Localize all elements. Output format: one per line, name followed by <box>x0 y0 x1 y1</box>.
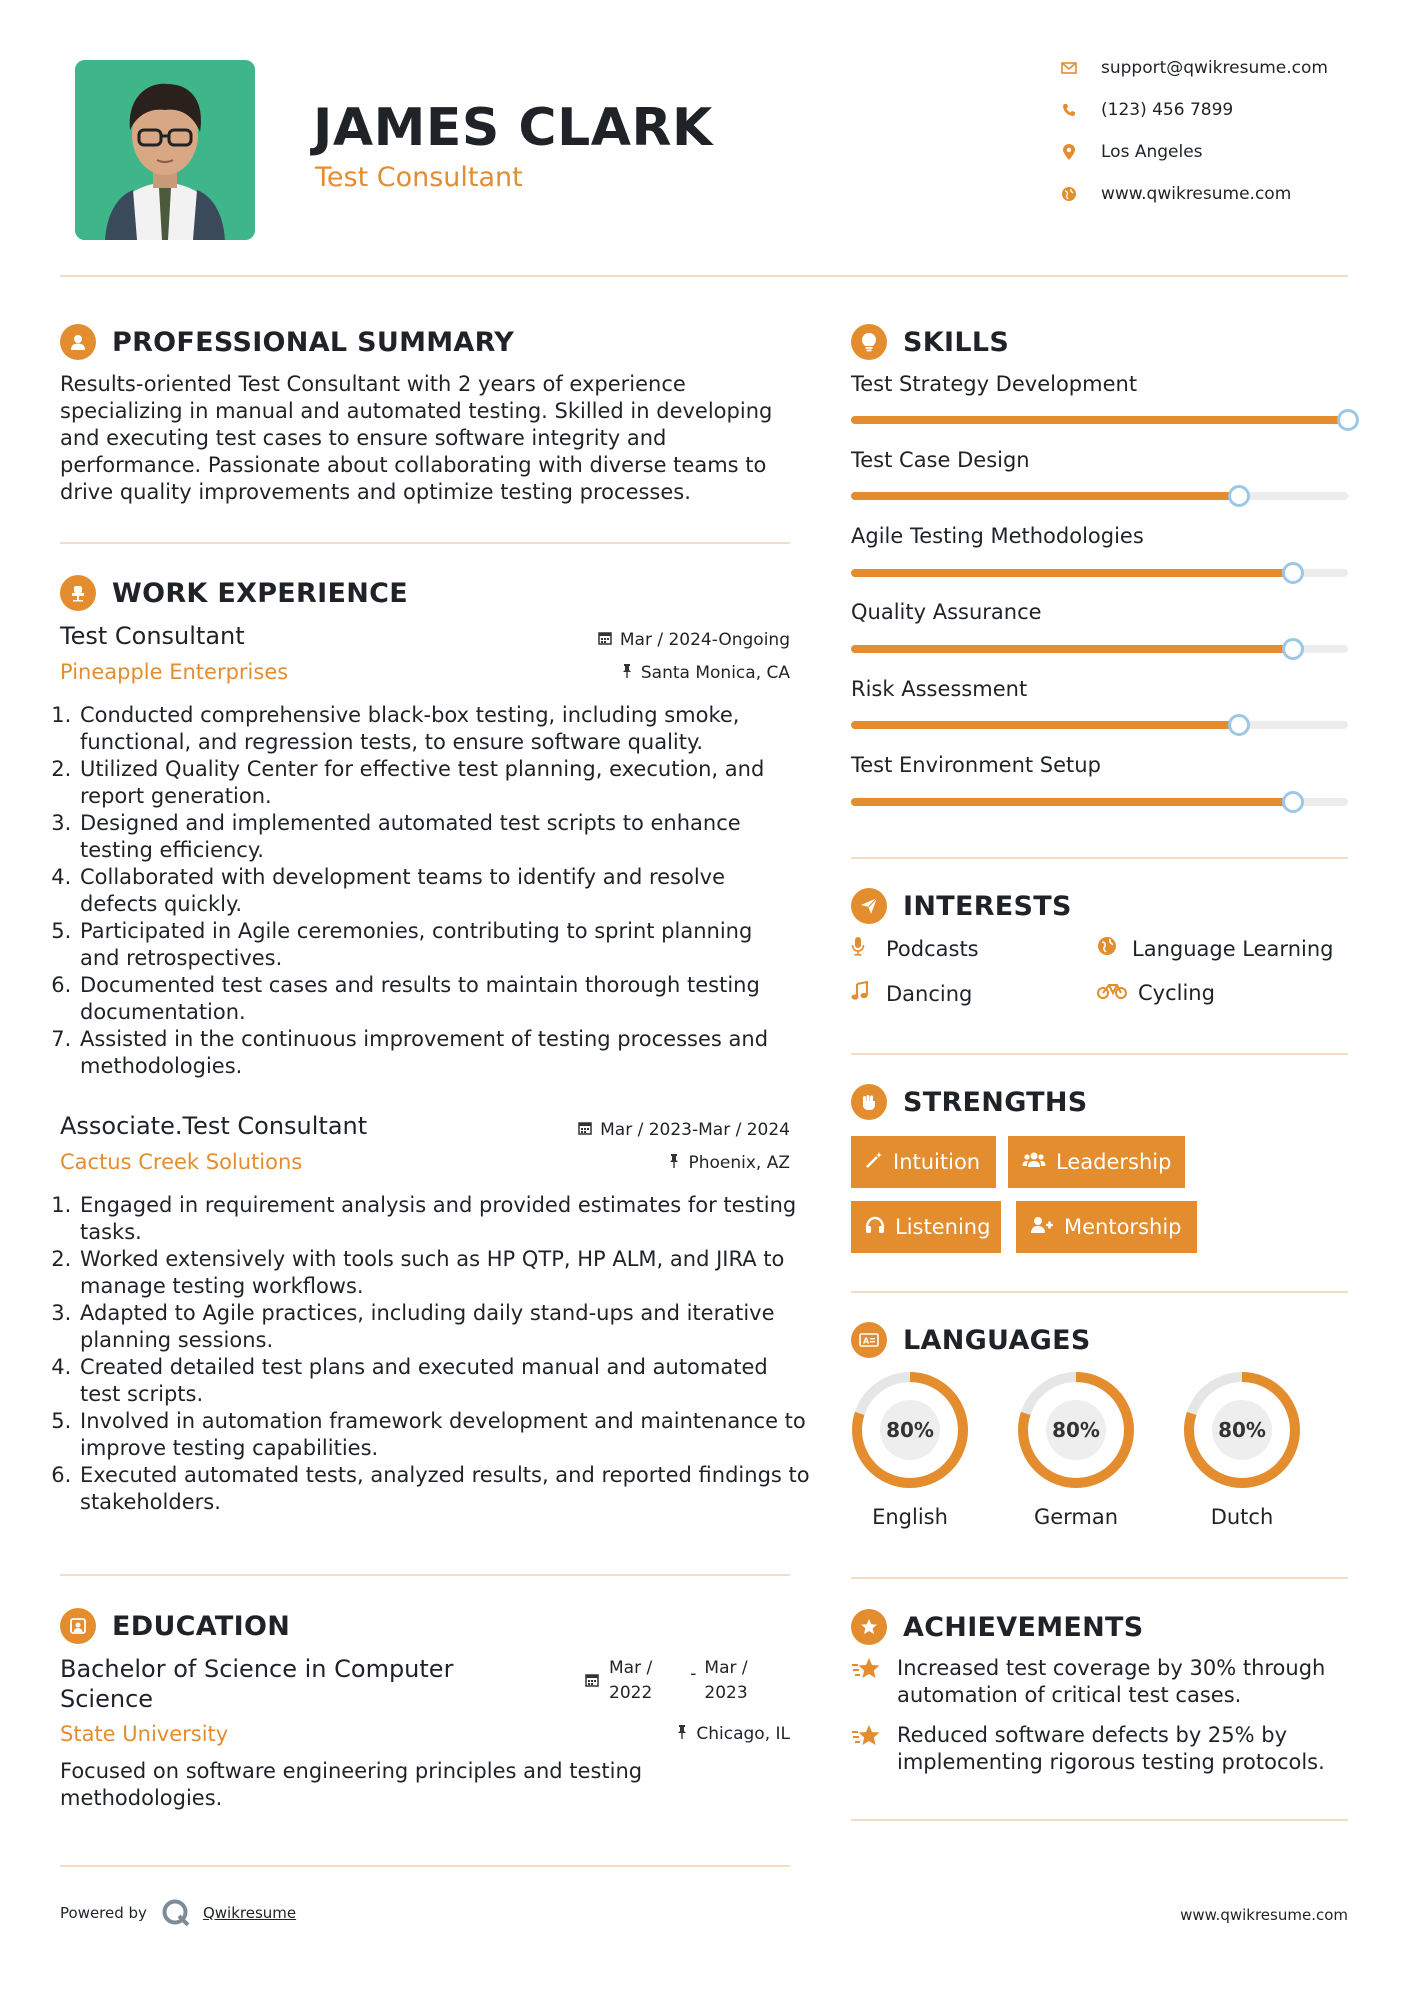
interest-label: Dancing <box>886 981 973 1006</box>
graduate-icon <box>60 1608 96 1644</box>
list-item: 1. Engaged in requirement analysis and provided estimates for testing tasks. <box>78 1192 813 1246</box>
list-item: 1. Conducted comprehensive black-box testing, including smoke, functional, and regression tests, to ensure software quality. <box>78 702 798 756</box>
avatar-illustration <box>75 60 255 240</box>
skill-fill <box>851 416 1348 424</box>
skill-track <box>851 721 1348 729</box>
skill-knob[interactable] <box>1282 562 1304 584</box>
education-end-month: Mar / <box>704 1658 748 1678</box>
skill-track <box>851 798 1348 806</box>
achievement-text: Increased test coverage by 30% through automation of critical test cases. <box>897 1656 1326 1707</box>
contact-email-text: support@qwikresume.com <box>1101 58 1328 78</box>
languages-heading-text: LANGUAGES <box>903 1324 1091 1356</box>
svg-text:A: A <box>863 1336 870 1346</box>
languages-divider <box>851 1577 1348 1579</box>
powered-by-text: Powered by <box>60 1904 147 1922</box>
candidate-title: Test Consultant <box>315 162 523 193</box>
degree-title: Bachelor of Science in Computer Science <box>60 1655 454 1713</box>
skill-fill <box>851 569 1293 577</box>
list-item: 4. Created detailed test plans and executed manual and automated test scripts. <box>78 1354 813 1408</box>
education-dates <box>585 1656 748 1706</box>
calendar-icon <box>578 1121 592 1139</box>
contact-email[interactable] <box>1055 58 1328 78</box>
education-location-text: Chicago, IL <box>696 1724 790 1744</box>
strength-label: Intuition <box>893 1150 981 1174</box>
pin-icon <box>668 1154 680 1172</box>
star-badge-icon <box>851 1609 887 1645</box>
skill-label: Risk Assessment <box>851 677 1028 701</box>
footer-brand <box>60 1898 296 1928</box>
users-icon <box>1022 1150 1046 1174</box>
language-label: Dutch <box>1210 1505 1274 1529</box>
language-label: German <box>1033 1505 1119 1529</box>
skill-knob[interactable] <box>1228 485 1250 507</box>
paper-plane-icon <box>851 888 887 924</box>
magic-wand-icon <box>865 1150 883 1174</box>
mail-icon <box>1055 59 1083 77</box>
skill-label: Quality Assurance <box>851 600 1042 624</box>
qwikresume-link[interactable]: Qwikresume <box>202 1904 297 1922</box>
list-item: 3. Adapted to Agile practices, including daily stand-ups and iterative planning sessions. <box>78 1300 813 1354</box>
interests-heading-text: INTERESTS <box>903 890 1072 922</box>
list-item: 5. Involved in automation framework development and maintenance to improve testing capabilities. <box>78 1408 813 1462</box>
skill-fill <box>851 645 1293 653</box>
education-start-month: Mar / <box>609 1658 653 1678</box>
location-icon <box>1055 143 1083 161</box>
education-start-year: 2022 <box>609 1683 653 1703</box>
skill-label: Test Strategy Development <box>851 372 1138 396</box>
headphones-icon <box>865 1215 885 1239</box>
date-separator: - <box>690 1664 697 1684</box>
phone-icon <box>1055 101 1083 119</box>
footer-website-link[interactable]: www.qwikresume.com <box>1180 1906 1348 1924</box>
contact-phone-text: (123) 456 7899 <box>1101 100 1234 120</box>
calendar-icon <box>585 1670 599 1706</box>
job-title: Associate.Test Consultant <box>60 1112 368 1140</box>
qwikresume-logo-icon <box>161 1898 191 1928</box>
star-icon <box>851 1722 897 1776</box>
pin-icon <box>676 1725 688 1743</box>
contact-website-text: www.qwikresume.com <box>1101 184 1292 204</box>
calendar-icon <box>598 631 612 649</box>
microphone-icon <box>851 936 881 961</box>
strengths-heading <box>851 1084 1088 1120</box>
globe-icon <box>1055 185 1083 203</box>
list-item: 6. Executed automated tests, analyzed results, and reported findings to stakeholders. <box>78 1462 813 1516</box>
skill-knob[interactable] <box>1282 638 1304 660</box>
skills-heading-text: SKILLS <box>903 326 1010 358</box>
job-location-text: Phoenix, AZ <box>688 1153 790 1173</box>
skill-knob[interactable] <box>1337 409 1359 431</box>
language-icon <box>851 1322 887 1358</box>
achievement-item <box>851 1655 1341 1709</box>
globe-icon <box>1097 936 1127 961</box>
skills-heading <box>851 324 1009 360</box>
education-heading-text: EDUCATION <box>112 1610 291 1642</box>
skill-knob[interactable] <box>1228 714 1250 736</box>
candidate-name: JAMES CLARK <box>313 98 713 158</box>
job-title: Test Consultant <box>60 622 245 650</box>
skill-fill <box>851 492 1239 500</box>
skill-track <box>851 645 1348 653</box>
strength-badge <box>1008 1136 1185 1188</box>
user-icon <box>60 324 96 360</box>
education-start <box>609 1656 652 1706</box>
job-dates-text: Mar / 2023-Mar / 2024 <box>600 1120 790 1140</box>
list-item: 7. Assisted in the continuous improvement of testing processes and methodologies. <box>78 1026 798 1080</box>
language-gauge-svg <box>1016 1370 1136 1490</box>
interest-item <box>851 981 972 1006</box>
interests-divider <box>851 1053 1348 1055</box>
education-description: Focused on software engineering principles and testing methodologies. <box>60 1759 643 1810</box>
skill-track <box>851 569 1348 577</box>
fist-icon <box>851 1084 887 1120</box>
job-location <box>621 663 790 683</box>
language-label: English <box>872 1505 948 1529</box>
job-company: Pineapple Enterprises <box>60 660 289 684</box>
contact-location <box>1055 142 1203 162</box>
skill-knob[interactable] <box>1282 791 1304 813</box>
summary-text: Results-oriented Test Consultant with 2 years of experience specializing in manual and automated testing. Skilled in developing and executing test cases to ensure software integrity and performance. Passionate about collaborating with diverse teams to drive quality improvements and optimize testing processes. <box>60 372 773 504</box>
bicycle-icon <box>1097 981 1133 1005</box>
user-plus-icon <box>1030 1215 1054 1239</box>
gauge-percent: 80% <box>886 1418 934 1442</box>
list-item: 4. Collaborated with development teams to identify and resolve defects quickly. <box>78 864 798 918</box>
achievement-text: Reduced software defects by 25% by implementing rigorous testing protocols. <box>897 1723 1325 1774</box>
contact-location-text: Los Angeles <box>1101 142 1203 162</box>
interest-label: Language Learning <box>1132 936 1334 961</box>
gauge-percent: 80% <box>1052 1418 1100 1442</box>
skill-label: Agile Testing Methodologies <box>851 524 1144 548</box>
list-item: 3. Designed and implemented automated test scripts to enhance testing efficiency. <box>78 810 798 864</box>
education-end <box>704 1656 747 1706</box>
language-gauge <box>1016 1370 1136 1490</box>
summary-heading-text: PROFESSIONAL SUMMARY <box>112 326 515 358</box>
language-gauge-svg <box>1182 1370 1302 1490</box>
achievements-heading-text: ACHIEVEMENTS <box>903 1611 1144 1643</box>
language-gauge-svg <box>850 1370 970 1490</box>
chair-icon <box>60 575 96 611</box>
summary-divider <box>60 542 790 544</box>
summary-heading <box>60 324 514 360</box>
education-heading <box>60 1608 290 1644</box>
experience-heading <box>60 575 408 611</box>
school-name: State University <box>60 1722 229 1746</box>
music-icon <box>851 981 881 1006</box>
star-icon <box>851 1655 897 1709</box>
skill-label: Test Case Design <box>851 448 1030 472</box>
strength-badge <box>1016 1201 1197 1253</box>
job-company: Cactus Creek Solutions <box>60 1150 303 1174</box>
job-bullets <box>60 1192 813 1516</box>
interest-item <box>1097 936 1333 961</box>
lightbulb-icon <box>851 324 887 360</box>
skill-label: Test Environment Setup <box>851 753 1101 777</box>
job-bullets <box>60 702 798 1080</box>
achievements-divider <box>851 1819 1348 1821</box>
job-location <box>668 1153 790 1173</box>
experience-heading-text: WORK EXPERIENCE <box>112 577 408 609</box>
interest-item <box>851 936 979 961</box>
achievements-heading <box>851 1609 1144 1645</box>
skill-track <box>851 492 1348 500</box>
job-dates-text: Mar / 2024-Ongoing <box>619 630 790 650</box>
skill-fill <box>851 721 1239 729</box>
header-divider <box>60 275 1348 277</box>
education-divider <box>60 1865 790 1867</box>
experience-divider <box>60 1574 790 1576</box>
job-dates <box>598 630 790 650</box>
profile-photo <box>75 60 255 240</box>
strength-label: Mentorship <box>1064 1215 1182 1239</box>
languages-heading <box>851 1322 1091 1358</box>
interests-heading <box>851 888 1072 924</box>
skill-track <box>851 416 1348 424</box>
language-gauge <box>850 1370 970 1490</box>
list-item: 5. Participated in Agile ceremonies, contributing to sprint planning and retrospectives. <box>78 918 798 972</box>
list-item: 2. Utilized Quality Center for effective test planning, execution, and report generation. <box>78 756 798 810</box>
strength-badge <box>851 1136 996 1188</box>
strengths-divider <box>851 1291 1348 1293</box>
achievement-item <box>851 1722 1341 1776</box>
contact-website[interactable] <box>1055 184 1291 204</box>
strength-label: Listening <box>895 1215 991 1239</box>
contact-phone[interactable] <box>1055 100 1233 120</box>
job-dates <box>578 1120 790 1140</box>
interest-label: Cycling <box>1138 981 1215 1005</box>
strengths-heading-text: STRENGTHS <box>903 1086 1088 1118</box>
skills-divider <box>851 857 1348 859</box>
skill-fill <box>851 798 1293 806</box>
strength-label: Leadership <box>1056 1150 1172 1174</box>
job-location-text: Santa Monica, CA <box>640 663 790 683</box>
list-item: 2. Worked extensively with tools such as HP QTP, HP ALM, and JIRA to manage testing workflows. <box>78 1246 813 1300</box>
interest-label: Podcasts <box>886 936 979 961</box>
language-gauge <box>1182 1370 1302 1490</box>
education-end-year: 2023 <box>704 1683 748 1703</box>
strength-badge <box>851 1201 1001 1253</box>
education-location <box>676 1724 790 1744</box>
interest-item <box>1097 981 1215 1005</box>
list-item: 6. Documented test cases and results to maintain thorough testing documentation. <box>78 972 798 1026</box>
pin-icon <box>621 664 633 682</box>
gauge-percent: 80% <box>1218 1418 1266 1442</box>
